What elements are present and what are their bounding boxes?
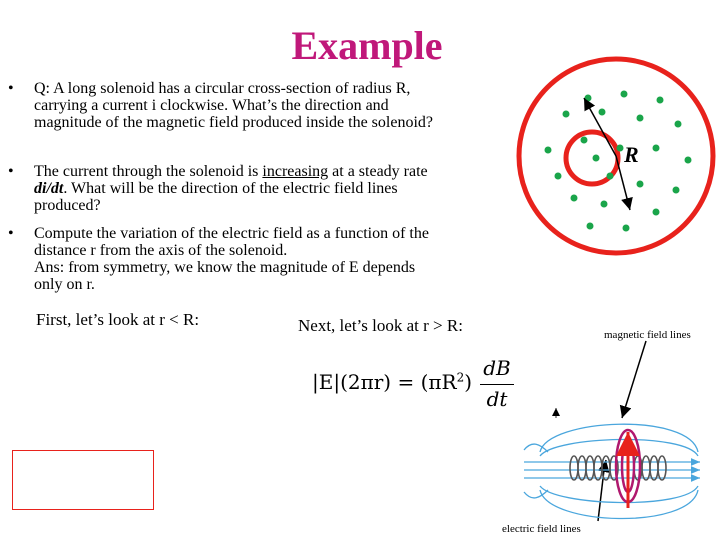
solenoid-field-image: [524, 424, 700, 518]
faraday-equation: $|E|(2\pi r) = (\pi R^2)$ dB dt: [312, 356, 520, 416]
radius-label: R: [624, 142, 639, 167]
magnetic-pointer: [622, 341, 646, 418]
di-dt-term: di/dt: [34, 180, 64, 197]
q3-line-1: Compute the variation of the electric field as a function of the: [34, 225, 429, 242]
first-case-label: First, let’s look at r < R:: [36, 310, 200, 329]
q1-line-2: carrying a current i clockwise. What’s the direction and: [34, 97, 389, 114]
bullet-dot: •: [8, 225, 14, 242]
slide-title: Example: [291, 23, 443, 68]
bullet-dot: •: [8, 163, 14, 180]
q1-line-1: Q: A long solenoid has a circular cross-section of radius R,: [34, 80, 411, 97]
q3-line-2: distance r from the axis of the solenoid.: [34, 242, 288, 259]
q1-line-3: magnitude of the magnetic field produced inside the solenoid?: [34, 114, 433, 131]
solenoid-coils: [570, 456, 666, 480]
q2-line-2: di/dt. What will be the direction of the electric field lines: [34, 180, 398, 197]
second-case-label: Next, let’s look at r > R:: [298, 316, 463, 335]
magnetic-field-label: magnetic field lines: [604, 329, 691, 341]
electric-field-label: electric field lines: [502, 523, 581, 535]
q3-line-3: Ans: from symmetry, we know the magnitude of E depends: [34, 259, 416, 276]
increasing-word: increasing: [262, 163, 329, 180]
radius-arrow-up: [584, 98, 616, 156]
q3-line-4: only on r.: [34, 276, 95, 293]
q2-line-3: produced?: [34, 197, 101, 214]
q2-line-1: The current through the solenoid is increasing at a steady rate: [34, 163, 428, 180]
bullet-dot: •: [8, 80, 14, 97]
